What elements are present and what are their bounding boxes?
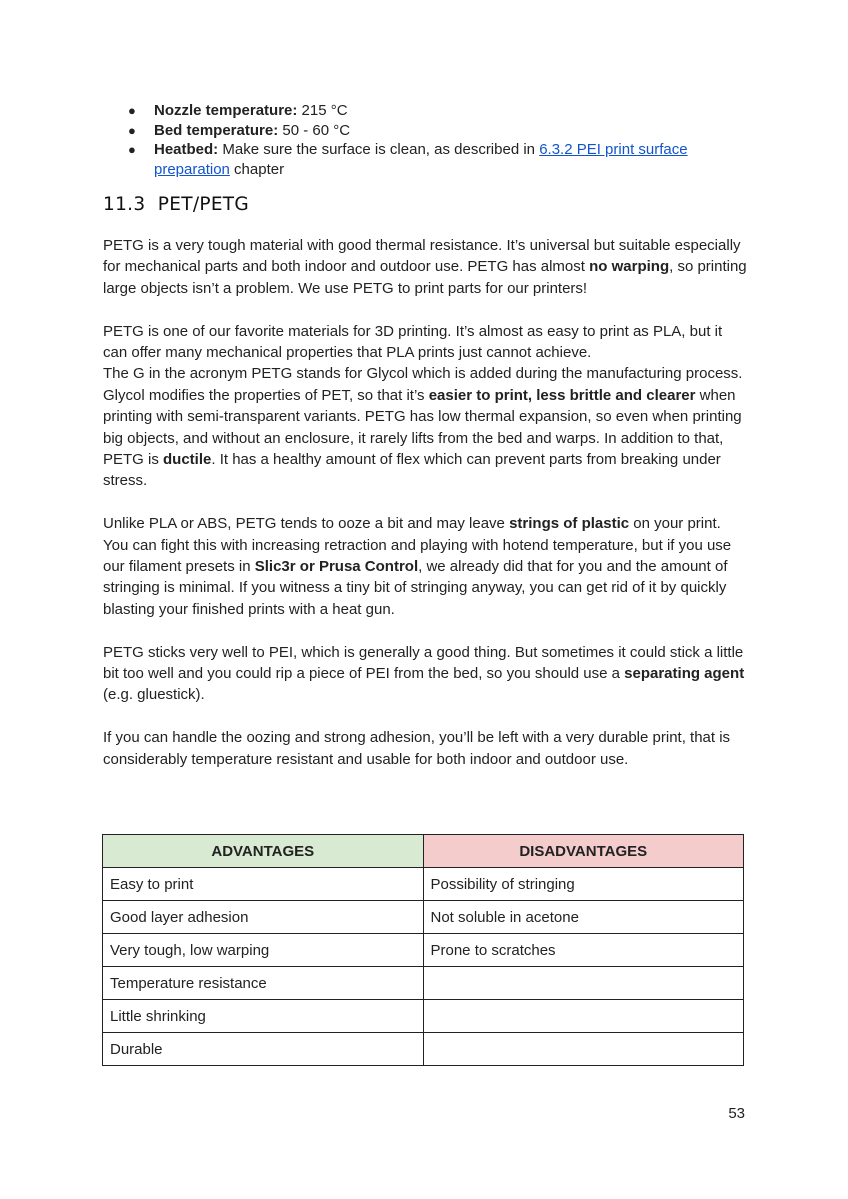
emphasis-ductile: ductile bbox=[163, 451, 212, 469]
emphasis-no-warping: no warping bbox=[589, 258, 670, 276]
advantage-cell: Durable bbox=[103, 1033, 424, 1066]
emphasis-strings-of-plastic: strings of plastic bbox=[509, 515, 630, 533]
text-run: Unlike PLA or ABS, PETG tends to ooze a bit and may leave bbox=[103, 515, 510, 533]
disadvantage-cell bbox=[423, 1033, 744, 1066]
page-number: 53 bbox=[728, 1105, 745, 1122]
disadvantage-cell: Not soluble in acetone bbox=[423, 901, 744, 934]
paragraph-pei bbox=[103, 642, 748, 706]
section-number: 11.3 bbox=[103, 194, 146, 215]
text-run: PETG sticks very well to PEI, which is generally a good thing. But sometimes it could stick a little bit too well and you could rip a piece of PEI from the bed, so you should use a bbox=[103, 643, 744, 683]
heatbed-text: Make sure the surface is clean, as described in bbox=[218, 141, 540, 158]
table-row bbox=[103, 1000, 744, 1033]
list-item bbox=[128, 121, 748, 141]
disadvantage-cell bbox=[423, 967, 744, 1000]
bullet-icon: ● bbox=[128, 103, 136, 118]
heatbed-label: Heatbed: bbox=[154, 141, 219, 158]
text-run: PETG is a very tough material with good thermal resistance. It’s universal but suitable especially for mechanical parts and both indoor and outdoor use. PETG has almost bbox=[103, 237, 741, 276]
table-row bbox=[103, 901, 744, 934]
advantages-disadvantages-table bbox=[102, 834, 744, 1066]
heatbed-text-after: chapter bbox=[229, 160, 285, 178]
emphasis-separating-agent: separating agent bbox=[624, 665, 745, 683]
text-run: The G in the acronym PETG stands for Glycol which is added during the manufacturing process. Glycol modifies the properties of PET, so that it’s bbox=[103, 365, 743, 404]
text-run: , we already did that for you and the amount of stringing is minimal. If you witness a tiny bit of stringing anyway, you can get rid of it by quickly blasting your finished prints with a heat gun. bbox=[103, 558, 728, 618]
advantage-cell: Easy to print bbox=[103, 868, 424, 901]
text-run: (e.g. gluestick). bbox=[103, 686, 205, 704]
table-row bbox=[103, 868, 744, 901]
list-item bbox=[128, 101, 748, 121]
disadvantage-cell bbox=[423, 1000, 744, 1033]
disadvantage-cell: Prone to scratches bbox=[423, 934, 744, 967]
section-title: PET/PETG bbox=[157, 194, 250, 215]
list-item bbox=[128, 140, 748, 179]
section-heading bbox=[103, 194, 249, 215]
advantage-cell: Temperature resistance bbox=[103, 967, 424, 1000]
table-row bbox=[103, 1033, 744, 1066]
text-run: . It has a healthy amount of flex which can prevent parts from breaking under stress. bbox=[103, 451, 721, 490]
disadvantage-cell: Possibility of stringing bbox=[423, 868, 744, 901]
advantage-cell: Good layer adhesion bbox=[103, 901, 424, 934]
disadvantages-header: DISADVANTAGES bbox=[423, 835, 744, 868]
advantages-header: ADVANTAGES bbox=[103, 835, 424, 868]
text-run: If you can handle the oozing and strong adhesion, you’ll be left with a very durable print, that is considerably temperature resistant and usable for both indoor and outdoor use. bbox=[103, 729, 731, 768]
section-body bbox=[103, 235, 748, 791]
table-header-row bbox=[103, 835, 744, 868]
text-run: on your print. You can fight this with increasing retraction and playing with hotend temperature, but if you use our filament presets in bbox=[103, 515, 732, 576]
bullet-icon: ● bbox=[128, 122, 136, 138]
nozzle-temperature-value: 215 °C bbox=[297, 102, 348, 119]
emphasis-easier-to-print: easier to print, less brittle and clearer bbox=[428, 386, 696, 404]
nozzle-temperature-label: Nozzle temperature: bbox=[154, 102, 298, 119]
advantage-cell: Little shrinking bbox=[103, 1000, 424, 1033]
advantage-cell: Very tough, low warping bbox=[103, 934, 424, 967]
paragraph-stringing bbox=[103, 513, 748, 620]
print-settings-list bbox=[128, 101, 748, 179]
bullet-icon: ● bbox=[128, 142, 136, 157]
bed-temperature-label: Bed temperature: bbox=[154, 121, 279, 139]
table-row bbox=[103, 934, 744, 967]
bed-temperature-value: 50 - 60 °C bbox=[278, 121, 351, 139]
emphasis-slicer-names: Slic3r or Prusa Control bbox=[254, 558, 419, 576]
text-run: , so printing large objects isn’t a problem. We use PETG to print parts for our printers! bbox=[103, 258, 747, 297]
text-run: PETG is one of our favorite materials for 3D printing. It’s almost as easy to print as PLA, but it can offer many mechanical properties that PLA prints just cannot achieve. bbox=[103, 322, 723, 362]
table-row bbox=[103, 967, 744, 1000]
paragraph-favorite bbox=[103, 321, 748, 492]
paragraph-conclusion bbox=[103, 727, 748, 770]
paragraph-intro bbox=[103, 235, 748, 299]
pei-surface-preparation-link[interactable]: 6.3.2 PEI print surface preparation bbox=[154, 141, 688, 178]
text-run: when printing with semi-transparent variants. PETG has low thermal expansion, so even when printing big objects, and without an enclosure, it rarely lifts from the bed and warps. In addition to that, PETG is bbox=[103, 386, 742, 469]
